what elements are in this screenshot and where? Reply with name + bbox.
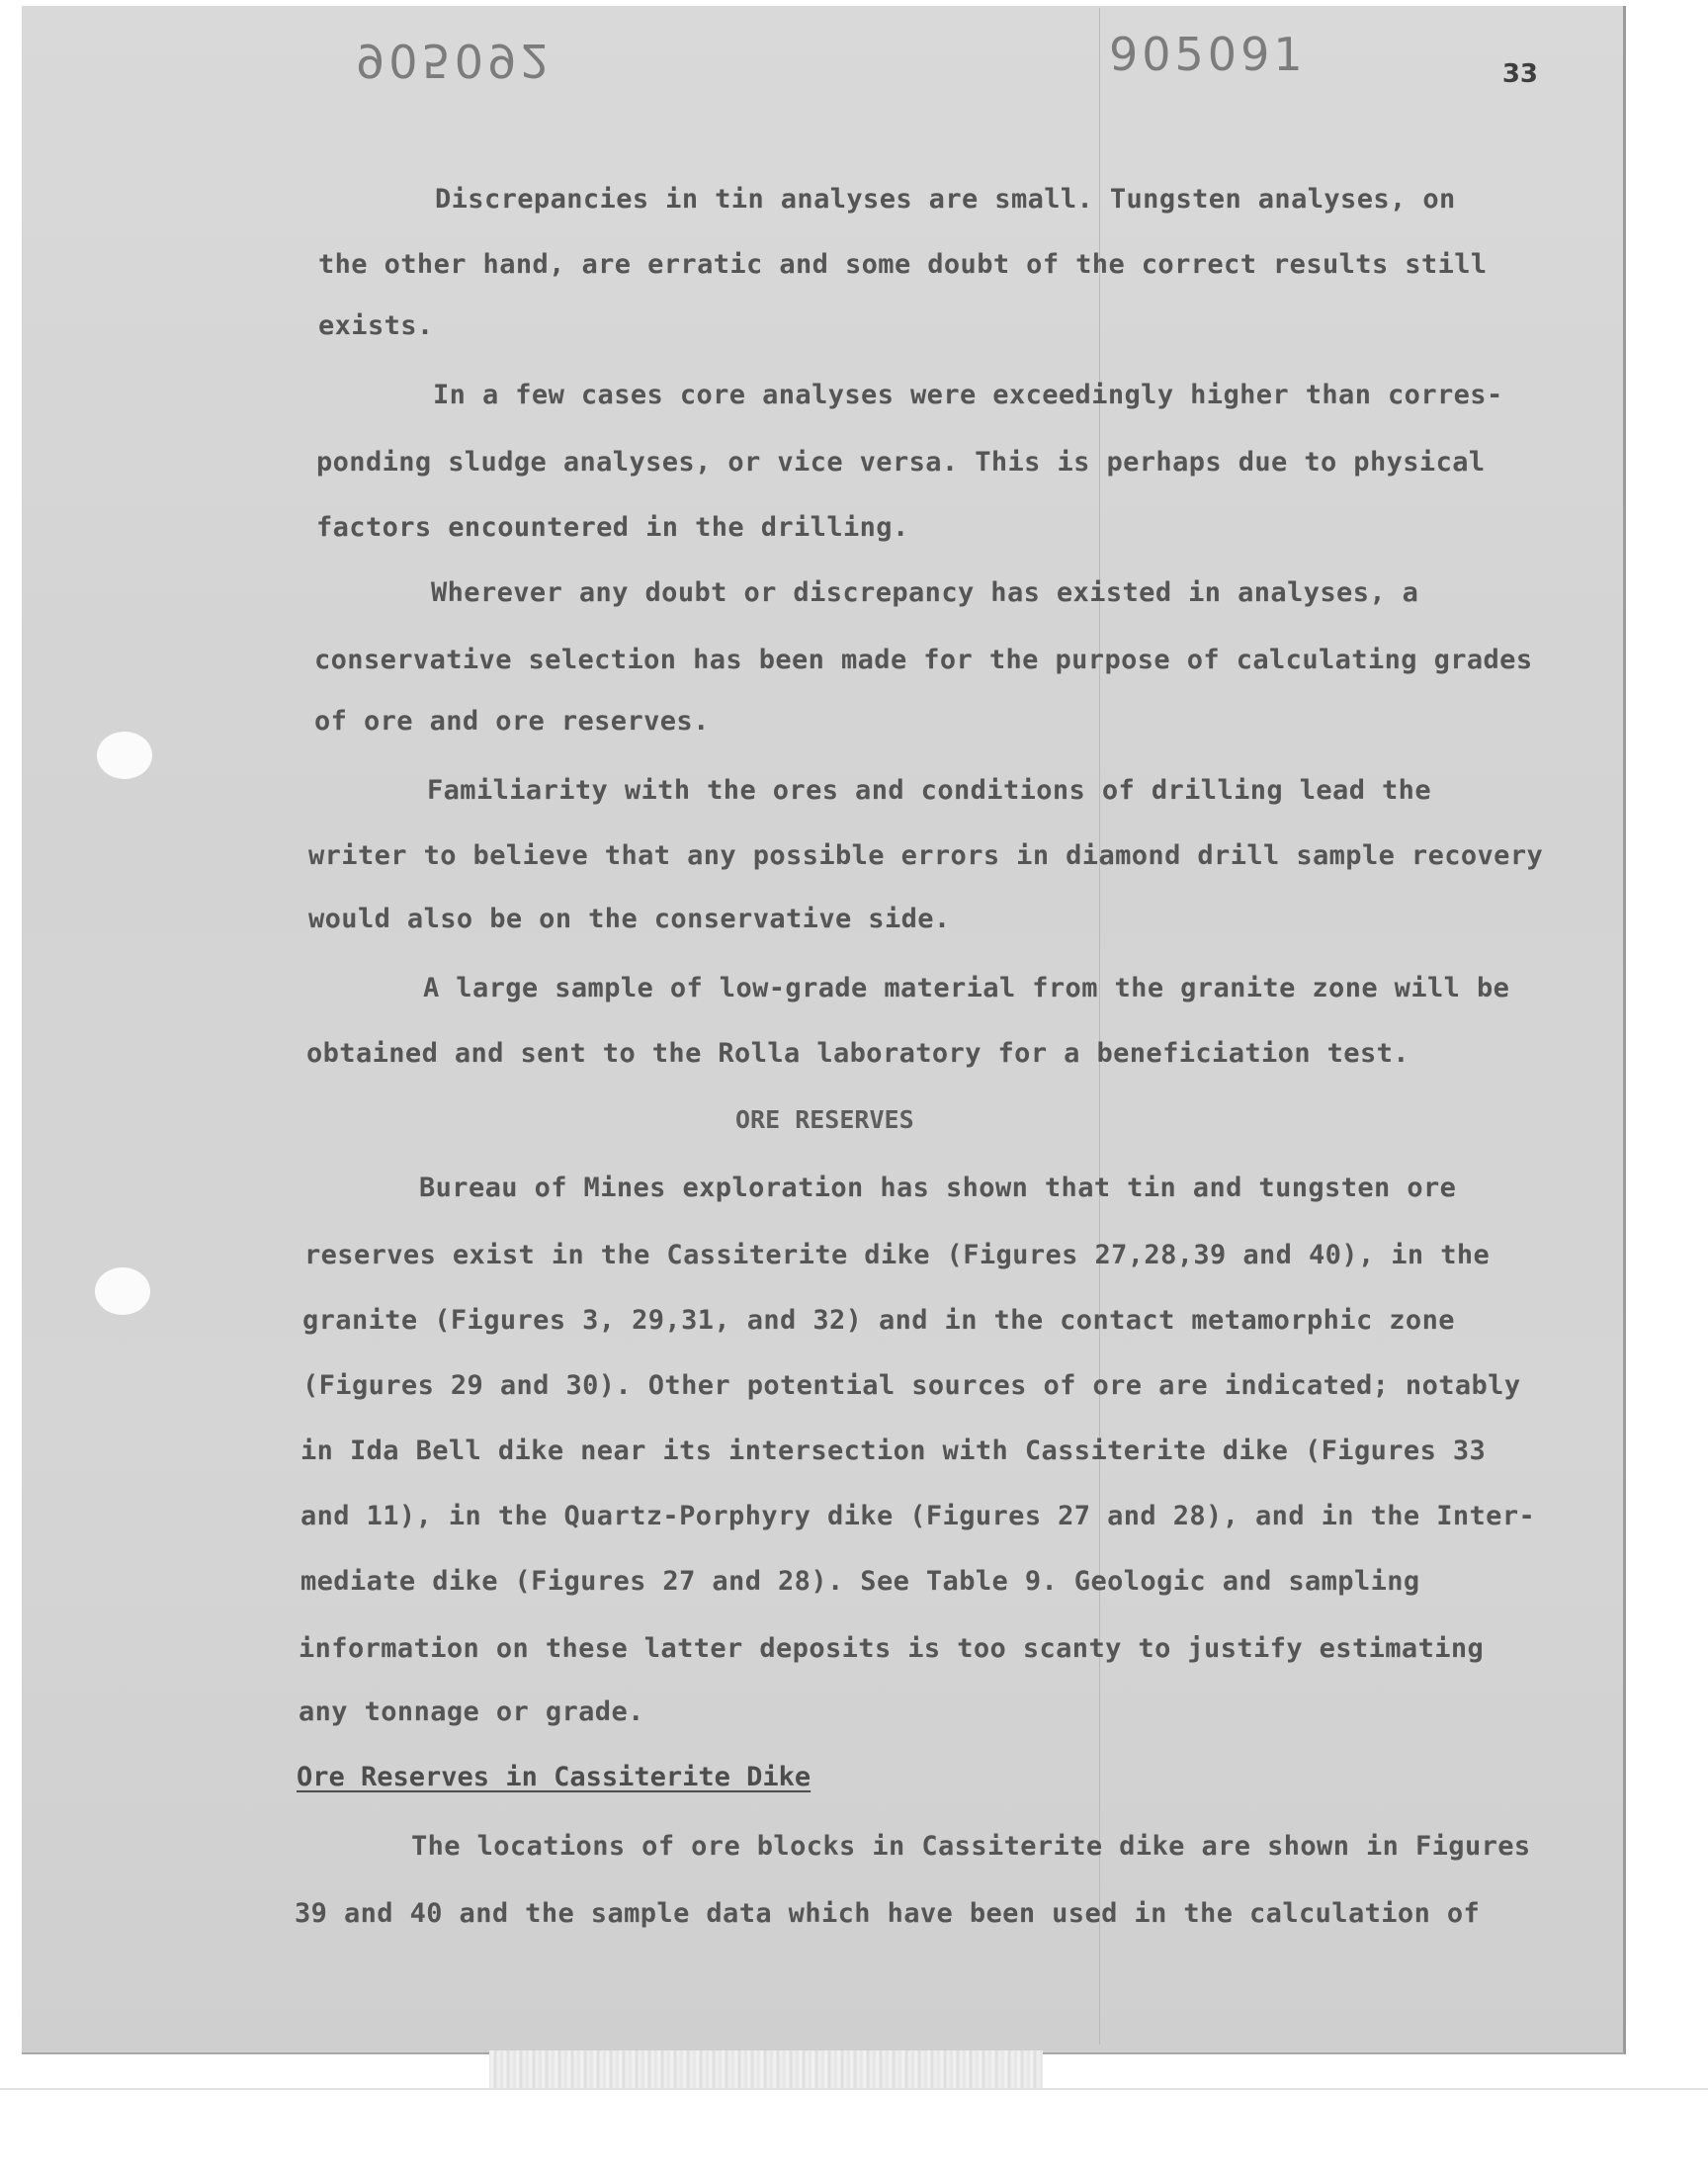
punch-hole-upper xyxy=(97,732,152,779)
text-line: conservative selection has been made for the purpose of calculating grades xyxy=(314,645,1533,675)
text-line: reserves exist in the Cassiterite dike (Figures 27,28,39 and 40), in the xyxy=(304,1240,1491,1270)
text-line: 39 and 40 and the sample data which have been used in the calculation of xyxy=(295,1898,1481,1929)
text-line: granite (Figures 3, 29,31, and 32) and in the contact metamorphic zone xyxy=(302,1305,1455,1336)
bleed-through-stamp: 905092 xyxy=(356,34,554,87)
scan-edge xyxy=(0,2088,1708,2090)
text-line: of ore and ore reserves. xyxy=(314,706,710,737)
sub-heading: Ore Reserves in Cassiterite Dike xyxy=(297,1762,811,1792)
text-line: obtained and sent to the Rolla laboratory for a beneficiation test. xyxy=(306,1038,1409,1069)
text-line: factors encountered in the drilling. xyxy=(316,512,909,543)
text-line: Familiarity with the ores and conditions of drilling lead the xyxy=(427,775,1431,806)
text-line: Wherever any doubt or discrepancy has existed in analyses, a xyxy=(431,577,1419,608)
text-line: The locations of ore blocks in Cassiterite dike are shown in Figures xyxy=(411,1831,1531,1862)
text-line: the other hand, are erratic and some doubt of the correct results still xyxy=(318,249,1488,280)
text-line: Bureau of Mines exploration has shown that tin and tungsten ore xyxy=(419,1173,1457,1203)
text-line: ponding sludge analyses, or vice versa. This is perhaps due to physical xyxy=(316,447,1486,478)
text-line: exists. xyxy=(318,310,434,341)
text-line: A large sample of low-grade material from the granite zone will be xyxy=(423,973,1510,1003)
text-line: information on these latter deposits is too scanty to justify estimating xyxy=(299,1633,1485,1664)
text-line: in Ida Bell dike near its intersection with Cassiterite dike (Figures 33 xyxy=(300,1436,1487,1466)
page-number: 33 xyxy=(1501,59,1538,89)
document-stamp: 905091 xyxy=(1109,28,1307,81)
fold-crease xyxy=(1099,8,1100,2044)
text-line: In a few cases core analyses were exceedingly higher than corres- xyxy=(433,380,1503,410)
scan-artifact xyxy=(489,2050,1043,2090)
text-line: mediate dike (Figures 27 and 28). See Table 9. Geologic and sampling xyxy=(300,1566,1420,1597)
text-line: (Figures 29 and 30). Other potential sources of ore are indicated; notably xyxy=(302,1370,1521,1401)
text-line: writer to believe that any possible errors in diamond drill sample recovery xyxy=(308,840,1544,871)
text-line: Discrepancies in tin analyses are small. Tungsten analyses, on xyxy=(435,184,1456,215)
text-line: and 11), in the Quartz-Porphyry dike (Figures 27 and 28), and in the Inter- xyxy=(300,1501,1536,1531)
scanned-page xyxy=(22,6,1626,2054)
punch-hole-lower xyxy=(95,1267,150,1315)
text-line: would also be on the conservative side. xyxy=(308,904,951,934)
text-line: any tonnage or grade. xyxy=(299,1696,644,1727)
section-heading: ORE RESERVES xyxy=(735,1105,914,1134)
